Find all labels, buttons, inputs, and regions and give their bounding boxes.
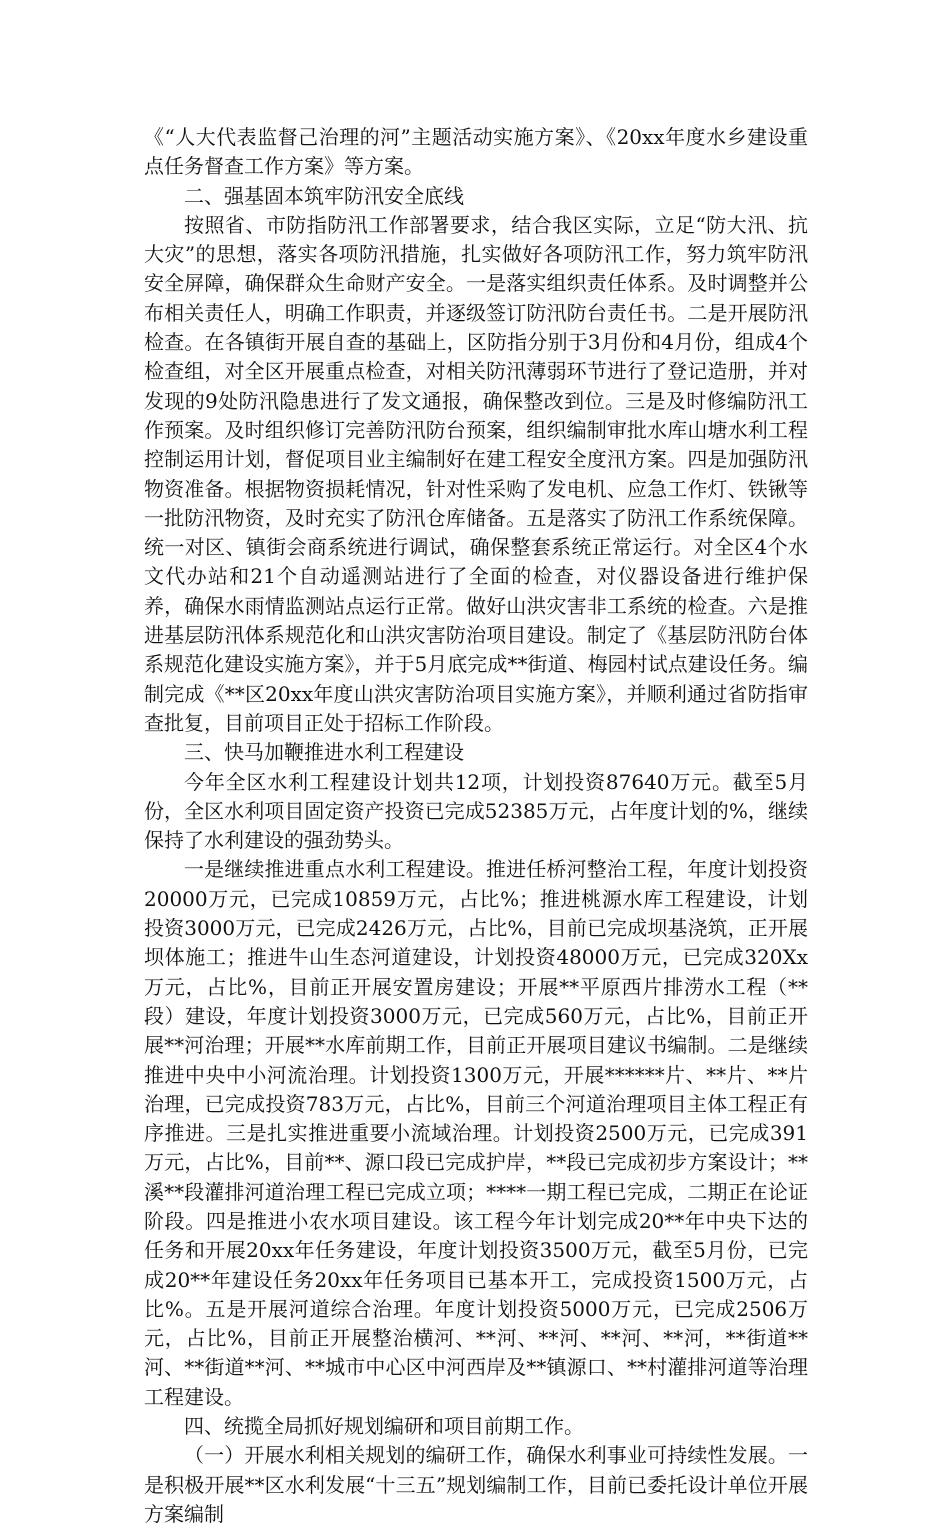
section-heading-3: 三、快马加鞭推进水利工程建设: [184, 740, 464, 765]
paragraph-planning: （一）开展水利相关规划的编研工作，确保水利事业可持续性发展。一是积极开展**区水利发展“十三五”规划编制工作，目前已委托设计单位开展方案编制: [144, 1443, 808, 1526]
document-body: [144, 123, 808, 1529]
section-heading-2: 二、强基固本筑牢防汛安全底线: [184, 183, 464, 208]
paragraph-flood-control: 按照省、市防指防汛工作部署要求，结合我区实际，立足“防大汛、抗大灾”的思想，落实各项防汛措施，扎实做好各项防汛工作，努力筑牢防汛安全屏障，确保群众生命财产安全。一是落实组织责任体系。及时调整并公布相关责任人，明确工作职责，并逐级签订防汛防台责任书。二是开展防汛检查。在各镇街开展自查的基础上，区防指分别于3月份和4月份，组成4个检查组，对全区开展重点检查，对相关防汛薄弱环节进行了登记造册，并对发现的9处防汛隐患进行了发文通报，确保整改到位。三是及时修编防汛工作预案。及时组织修订完善防汛防台预案，组织编制审批水库山塘水利工程控制运用计划，督促项目业主编制好在建工程安全度汛方案。四是加强防汛物资准备。根据物资损耗情况，针对性采购了发电机、应急工作灯、铁锹等一批防汛物资，及时充实了防汛仓库储备。五是落实了防汛工作系统保障。统一对区、镇街会商系统进行调试，确保整套系统正常运行。对全区4个水文代办站和21个自动遥测站进行了全面的检查，对仪器设备进行维护保养，确保水雨情监测站点运行正常。做好山洪灾害非工系统的检查。六是推进基层防汛体系规范化和山洪灾害防治项目建设。制定了《基层防汛防台体系规范化建设实施方案》，并于5月底完成**街道、梅园村试点建设任务。编制完成《**区20xx年度山洪灾害防治项目实施方案》，并顺利通过省防指审查批复，目前项目正处于招标工作阶段。: [144, 212, 808, 735]
section-heading-4: 四、统揽全局抓好规划编研和项目前期工作。: [184, 1414, 584, 1439]
paragraph-continuation: 《“人大代表监督己治理的河”主题活动实施方案》、《20xx年度水乡建设重点任务督查工作方案》等方案。: [144, 125, 808, 179]
paragraph-investment-summary: 今年全区水利工程建设计划共12项，计划投资87640万元。截至5月份，全区水利项目固定资产投资已完成52385万元，占年度计划的%，继续保持了水利建设的强劲势头。: [144, 769, 808, 853]
paragraph-key-projects: 一是继续推进重点水利工程建设。推进任桥河整治工程，年度计划投资20000万元，已完成10859万元，占比%；推进桃源水库工程建设，计划投资3000万元，已完成2426万元，占比%，目前已完成坝基浇筑，正开展坝体施工；推进牛山生态河道建设，计划投资48000万元，已完成320Xx万元，占比%，目前正开展安置房建设；开展**平原西片排涝水工程（**段）建设，年度计划投资3000万元，已完成560万元，占比%，目前正开展**河治理；开展**水库前期工作，目前正开展项目建议书编制。二是继续推进中央中小河流治理。计划投资1300万元，开展******片、**片、**片治理，已完成投资783万元，占比%，目前三个河道治理项目主体工程正有序推进。三是扎实推进重要小流域治理。计划投资2500万元，已完成391万元，占比%，目前**、源口段已完成护岸，**段已完成初步方案设计；**溪**段灌排河道治理工程已完成立项；****一期工程已完成，二期正在论证阶段。四是推进小农水项目建设。该工程今年计划完成20**年中央下达的任务和开展20xx年任务建设，年度计划投资3500万元，截至5月份，已完成20**年建设任务20xx年任务项目已基本开工，完成投资1500万元，占比%。五是开展河道综合治理。年度计划投资5000万元，已完成2506万元，占比%，目前正开展整治横河、**河、**河、**河、**河，**街道**河、**街道**河、**城市中心区中河西岸及**镇源口、**村灌排河道等治理工程建设。: [144, 857, 808, 1409]
